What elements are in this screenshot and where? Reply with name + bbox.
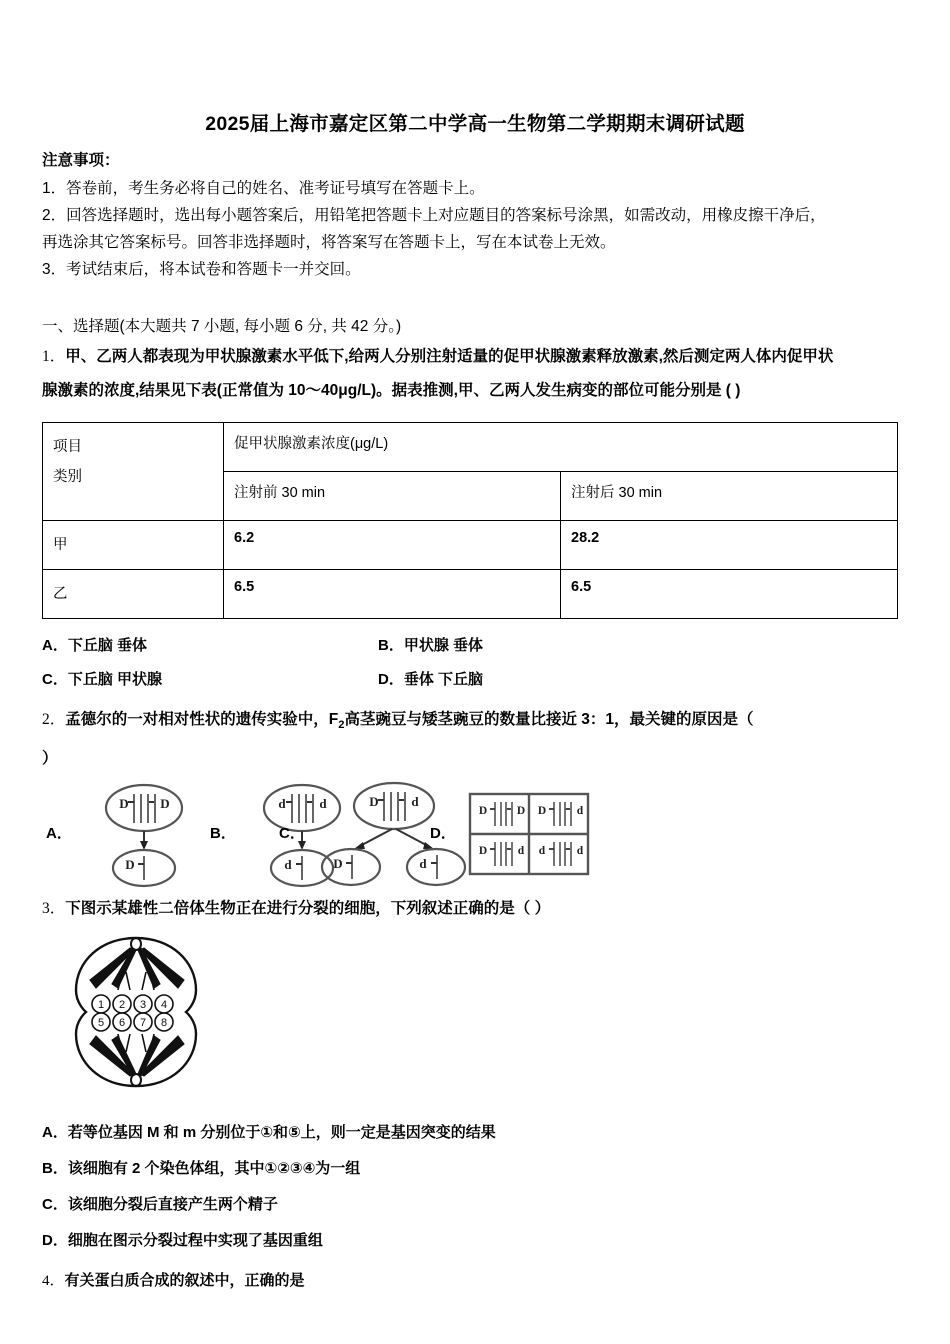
svg-text:D: D	[516, 805, 526, 818]
document-body	[42, 148, 908, 1297]
table-row-label-jia: 甲	[43, 521, 224, 570]
svg-text:1: 1	[97, 999, 105, 1012]
dividing-cell-diagram	[56, 932, 216, 1092]
svg-text:D: D	[537, 805, 547, 818]
table-subheader-before: 注射前 30 min	[224, 472, 561, 521]
table-cell-yi-after: 6.5	[561, 570, 898, 619]
question-1-option-c[interactable]: C．下丘脑 甲状腺	[42, 671, 163, 688]
page-title: 2025届上海市嘉定区第二中学高一生物第二学期期末调研试题	[205, 113, 745, 135]
question-1-option-d[interactable]: D．垂体 下丘脑	[378, 671, 484, 688]
svg-text:d: d	[284, 857, 292, 873]
table-corner-label-bottom: 类别	[53, 469, 82, 485]
svg-text:D: D	[369, 794, 379, 810]
table-row-header-group	[43, 423, 898, 472]
svg-text:3: 3	[139, 999, 147, 1012]
question-2-diagram-a[interactable]	[84, 780, 204, 888]
question-2-number: 2．	[42, 711, 66, 728]
question-1-option-b[interactable]: B．甲状腺 垂体	[378, 637, 484, 654]
notice-item-1: 1．答卷前，考生务必将自己的姓名、准考证号填写在答题卡上。	[42, 180, 485, 197]
svg-text:d: d	[538, 845, 546, 858]
notice-item-2: 2．回答选择题时，选出每小题答案后，用铅笔把答题卡上对应题目的答案标号涂黑，如需改动，用橡皮擦干净后，	[42, 207, 826, 224]
svg-text:d: d	[419, 856, 427, 872]
question-1-stem-line-2: 腺激素的浓度,结果见下表(正常值为 10～40μg/L)。据表推测,甲、乙两人发生病变的部位可能分别是 ( )	[42, 382, 741, 399]
question-3-option-d[interactable]: D．细胞在图示分裂过程中实现了基因重组	[42, 1232, 323, 1250]
question-3-option-a[interactable]: A．若等位基因 M 和 m 分别位于①和⑤上，则一定是基因突变的结果	[42, 1124, 496, 1142]
question-2-stem-line-2: ）	[42, 750, 58, 768]
notice-item-2-cont: 再选涂其它答案标号。回答非选择题时，将答案写在答题卡上，写在本试卷上无效。	[42, 234, 616, 251]
svg-text:6: 6	[118, 1017, 126, 1030]
svg-text:d: d	[576, 845, 584, 858]
table-group-header: 促甲状腺激素浓度(μg/L)	[224, 423, 898, 472]
question-1-number: 1．	[42, 348, 66, 365]
svg-text:2: 2	[118, 999, 126, 1012]
question-2-stem-text-a: 孟德尔的一对相对性状的遗传实验中，F	[65, 711, 339, 728]
hormone-concentration-table	[42, 422, 898, 619]
table-row	[43, 570, 898, 619]
question-3-number: 3．	[42, 900, 66, 918]
question-2-stem-text-b: 高茎豌豆与矮茎豌豆的数量比接近 3：1，最关键的原因是（	[344, 711, 754, 728]
question-1-options-row-1	[42, 629, 898, 663]
question-4-number: 4．	[42, 1273, 65, 1290]
question-2-subscript-f2: 2	[338, 719, 345, 732]
question-1-options-row-2	[42, 663, 898, 697]
question-2-option-c-label[interactable]: C．	[279, 825, 305, 843]
svg-text:D: D	[478, 805, 488, 818]
question-2	[42, 703, 908, 888]
svg-text:5: 5	[97, 1017, 105, 1030]
question-3-option-b[interactable]: B．该细胞有 2 个染色体组，其中①②③④为一组	[42, 1160, 361, 1178]
svg-text:7: 7	[139, 1017, 147, 1030]
notice-heading: 注意事项：	[42, 152, 120, 169]
svg-text:8: 8	[160, 1017, 168, 1030]
svg-text:D: D	[119, 796, 129, 812]
svg-text:d: d	[517, 845, 525, 858]
question-3	[42, 892, 908, 1259]
table-corner-category-cell	[43, 423, 224, 521]
question-2-stem-line-1	[42, 703, 908, 742]
question-2-diagram-d-punnett[interactable]	[460, 780, 600, 888]
svg-text:D: D	[478, 845, 488, 858]
question-3-option-c[interactable]: C．该细胞分裂后直接产生两个精子	[42, 1196, 278, 1214]
table-cell-jia-before: 6.2	[224, 521, 561, 570]
svg-text:D: D	[333, 856, 343, 872]
notice-section-spacer	[42, 283, 908, 313]
question-1-stem-text-1: 甲、乙两人都表现为甲状腺激素水平低下,给两人分别注射适量的促甲状腺激素释放激素,然后测定两人体内促甲状	[65, 348, 834, 365]
question-2-diagram-options	[42, 780, 908, 888]
svg-text:d: d	[576, 805, 584, 818]
table-cell-jia-after: 28.2	[561, 521, 898, 570]
question-2-option-d-label[interactable]: D．	[430, 825, 456, 843]
notice-item-3: 3．考试结束后，将本试卷和答题卡一并交回。	[42, 261, 361, 278]
table-row-label-yi: 乙	[43, 570, 224, 619]
question-1-stem-line-1	[42, 340, 908, 374]
section-heading-multiple-choice: 一、选择题(本大题共 7 小题, 每小题 6 分, 共 42 分。)	[42, 318, 402, 335]
question-1-option-a[interactable]: A．下丘脑 垂体	[42, 637, 148, 654]
question-2-option-a-label[interactable]: A．	[46, 825, 72, 843]
svg-text:4: 4	[160, 999, 168, 1012]
question-3-stem	[42, 892, 908, 926]
question-2-option-b-label[interactable]: B．	[210, 825, 236, 843]
svg-text:D: D	[125, 857, 135, 873]
question-3-cell-division-figure	[56, 932, 908, 1097]
question-4-stem: 有关蛋白质合成的叙述中，正确的是	[64, 1272, 305, 1290]
question-1-options	[42, 629, 898, 697]
question-3-options	[42, 1115, 908, 1259]
question-4	[42, 1265, 908, 1297]
svg-text:D: D	[160, 796, 170, 812]
table-row	[43, 521, 898, 570]
question-3-stem-text: 下图示某雄性二倍体生物正在进行分裂的细胞，下列叙述正确的是（ ）	[65, 900, 551, 918]
table-subheader-after: 注射后 30 min	[561, 472, 898, 521]
svg-text:d: d	[411, 794, 419, 810]
table-corner-label-top: 项目	[53, 439, 82, 455]
svg-text:d: d	[278, 796, 286, 812]
table-cell-yi-before: 6.5	[224, 570, 561, 619]
svg-text:d: d	[319, 796, 327, 812]
question-1	[42, 340, 908, 697]
